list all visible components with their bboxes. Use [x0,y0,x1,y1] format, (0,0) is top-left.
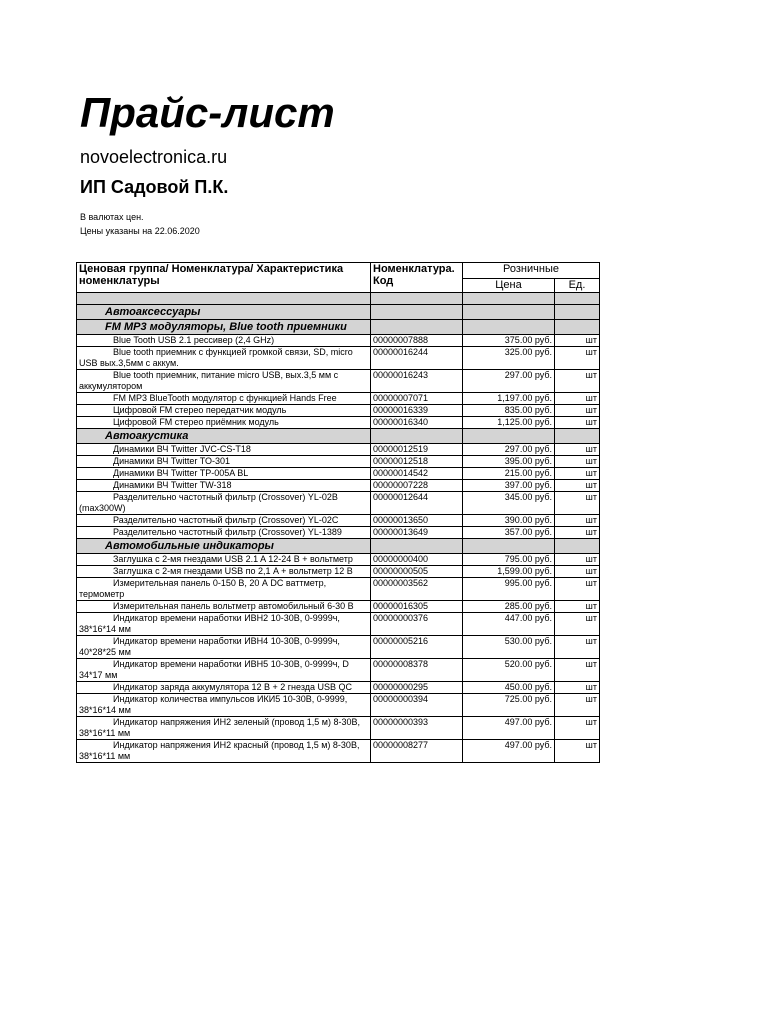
item-unit: шт [555,444,600,456]
item-unit: шт [555,468,600,480]
item-unit: шт [555,335,600,347]
item-code: 00000012518 [371,456,463,468]
item-price: 497.00 руб. [463,717,555,740]
table-row [77,527,600,539]
price-table-body [77,293,600,763]
table-row [77,613,600,636]
item-name: Заглушка с 2-мя гнездами USB 2.1 A 12-24 В + вольтметр [77,554,371,566]
item-code: 00000005216 [371,636,463,659]
item-name: Индикатор напряжения ИН2 зеленый (провод 1,5 м) 8-30В, 38*16*11 мм [77,717,371,740]
item-unit: шт [555,682,600,694]
table-row [77,717,600,740]
item-code: 00000000400 [371,554,463,566]
table-row [77,393,600,405]
item-code: 00000000376 [371,613,463,636]
item-unit: шт [555,566,600,578]
item-name: Индикатор заряда аккумулятора 12 В + 2 гнезда USB QC [77,682,371,694]
item-code: 00000016243 [371,370,463,393]
item-name: Измерительная панель 0-150 В, 20 А DC ваттметр, термометр [77,578,371,601]
item-code: 00000007071 [371,393,463,405]
item-price: 215.00 руб. [463,468,555,480]
item-price: 497.00 руб. [463,740,555,763]
price-table [76,262,600,763]
col-unit-header: Ед. [555,279,600,293]
item-unit: шт [555,659,600,682]
item-name: Динамики ВЧ Twitter TP-005A BL [77,468,371,480]
table-row [77,370,600,393]
item-unit: шт [555,636,600,659]
item-price: 325.00 руб. [463,347,555,370]
table-row [77,468,600,480]
item-name: Разделительно частотный фильтр (Crossover) YL-02C [77,515,371,527]
item-code: 00000014542 [371,468,463,480]
item-price: 520.00 руб. [463,659,555,682]
subcategory-row [77,539,600,554]
item-unit: шт [555,405,600,417]
col-code-header: Номенклатура. Код [371,263,463,293]
item-price: 1,197.00 руб. [463,393,555,405]
item-code: 00000016340 [371,417,463,429]
item-price: 297.00 руб. [463,370,555,393]
table-row [77,480,600,492]
item-price: 447.00 руб. [463,613,555,636]
item-code: 00000000393 [371,717,463,740]
page-title: Прайс-лист [80,89,335,136]
item-code: 00000016244 [371,347,463,370]
col-group-header: Ценовая группа/ Номенклатура/ Характеристика номенклатуры [77,263,371,293]
item-unit: шт [555,456,600,468]
item-name: Индикатор количества импульсов ИКИ5 10-30В, 0-9999, 38*16*14 мм [77,694,371,717]
date-note: Цены указаны на 22.06.2020 [80,226,200,236]
item-code: 00000008378 [371,659,463,682]
item-code: 00000007228 [371,480,463,492]
col-price-header: Цена [463,279,555,293]
subcategory-label: FM MP3 модуляторы, Blue tooth приемники [77,320,371,335]
item-name: Динамики ВЧ Twitter JVC-CS-T18 [77,444,371,456]
subcategory-row [77,429,600,444]
site-url: novoelectronica.ru [80,147,228,167]
item-unit: шт [555,347,600,370]
item-code: 00000013650 [371,515,463,527]
item-unit: шт [555,601,600,613]
price-table-header [77,263,600,293]
table-row [77,515,600,527]
item-unit: шт [555,480,600,492]
item-price: 1,599.00 руб. [463,566,555,578]
subcategory-label: Автомобильные индикаторы [77,539,371,554]
table-row [77,405,600,417]
item-price: 375.00 руб. [463,335,555,347]
item-code: 00000007888 [371,335,463,347]
table-row [77,740,600,763]
item-price: 357.00 руб. [463,527,555,539]
category-row [77,305,600,320]
item-unit: шт [555,694,600,717]
col-retail-header: Розничные [463,263,600,279]
spacer-row [77,293,600,305]
item-price: 285.00 руб. [463,601,555,613]
item-price: 995.00 руб. [463,578,555,601]
table-row [77,659,600,682]
item-unit: шт [555,740,600,763]
item-name: Цифровой FM стерео передатчик модуль [77,405,371,417]
table-row [77,492,600,515]
item-code: 00000013649 [371,527,463,539]
table-row [77,601,600,613]
company-name: ИП Садовой П.К. [80,177,229,197]
item-code: 00000003562 [371,578,463,601]
table-row [77,636,600,659]
item-code: 00000008277 [371,740,463,763]
item-unit: шт [555,527,600,539]
item-name: Динамики ВЧ Twitter TW-318 [77,480,371,492]
item-price: 725.00 руб. [463,694,555,717]
table-row [77,566,600,578]
item-name: Индикатор времени наработки ИВН5 10-30В, 0-9999ч, D 34*17 мм [77,659,371,682]
item-unit: шт [555,393,600,405]
item-code: 00000000505 [371,566,463,578]
item-name: Blue Tooth USB 2.1 рессивер (2,4 GHz) [77,335,371,347]
item-unit: шт [555,613,600,636]
item-price: 450.00 руб. [463,682,555,694]
item-price: 297.00 руб. [463,444,555,456]
item-price: 397.00 руб. [463,480,555,492]
item-unit: шт [555,417,600,429]
subcategory-row [77,320,600,335]
table-row [77,335,600,347]
table-row [77,347,600,370]
item-unit: шт [555,717,600,740]
item-name: Динамики ВЧ Twitter TO-301 [77,456,371,468]
item-name: Заглушка с 2-мя гнездами USB по 2,1 A + вольтметр 12 В [77,566,371,578]
item-unit: шт [555,578,600,601]
table-row [77,694,600,717]
item-code: 00000012519 [371,444,463,456]
item-price: 795.00 руб. [463,554,555,566]
item-code: 00000000295 [371,682,463,694]
table-row [77,444,600,456]
item-name: Blue tooth приемник с функцией громкой связи, SD, micro USB вых.3,5мм с аккум. [77,347,371,370]
currency-note: В валютах цен. [80,212,144,222]
table-row [77,456,600,468]
item-name: Цифровой FM стерео приёмник модуль [77,417,371,429]
item-name: Индикатор времени наработки ИВН2 10-30В, 0-9999ч, 38*16*14 мм [77,613,371,636]
item-name: Blue tooth приемник, питание micro USB, вых.3,5 мм с аккумулятором [77,370,371,393]
item-name: FM MP3 BlueTooth модулятор с функцией Hands Free [77,393,371,405]
item-name: Индикатор напряжения ИН2 красный (провод 1,5 м) 8-30В, 38*16*11 мм [77,740,371,763]
item-name: Разделительно частотный фильтр (Crossover) YL-02B (max300W) [77,492,371,515]
table-row [77,682,600,694]
item-code: 00000016339 [371,405,463,417]
category-label: Автоаксессуары [77,305,371,320]
item-price: 395.00 руб. [463,456,555,468]
item-code: 00000016305 [371,601,463,613]
table-row [77,578,600,601]
table-row [77,417,600,429]
item-price: 345.00 руб. [463,492,555,515]
item-code: 00000000394 [371,694,463,717]
item-name: Индикатор времени наработки ИВН4 10-30В, 0-9999ч, 40*28*25 мм [77,636,371,659]
item-name: Разделительно частотный фильтр (Crossover) YL-1389 [77,527,371,539]
item-code: 00000012644 [371,492,463,515]
item-unit: шт [555,515,600,527]
item-unit: шт [555,554,600,566]
table-row [77,554,600,566]
item-price: 390.00 руб. [463,515,555,527]
subcategory-label: Автоакустика [77,429,371,444]
item-price: 530.00 руб. [463,636,555,659]
item-unit: шт [555,370,600,393]
item-unit: шт [555,492,600,515]
item-name: Измерительная панель вольтметр автомобильный 6-30 В [77,601,371,613]
item-price: 835.00 руб. [463,405,555,417]
item-price: 1,125.00 руб. [463,417,555,429]
